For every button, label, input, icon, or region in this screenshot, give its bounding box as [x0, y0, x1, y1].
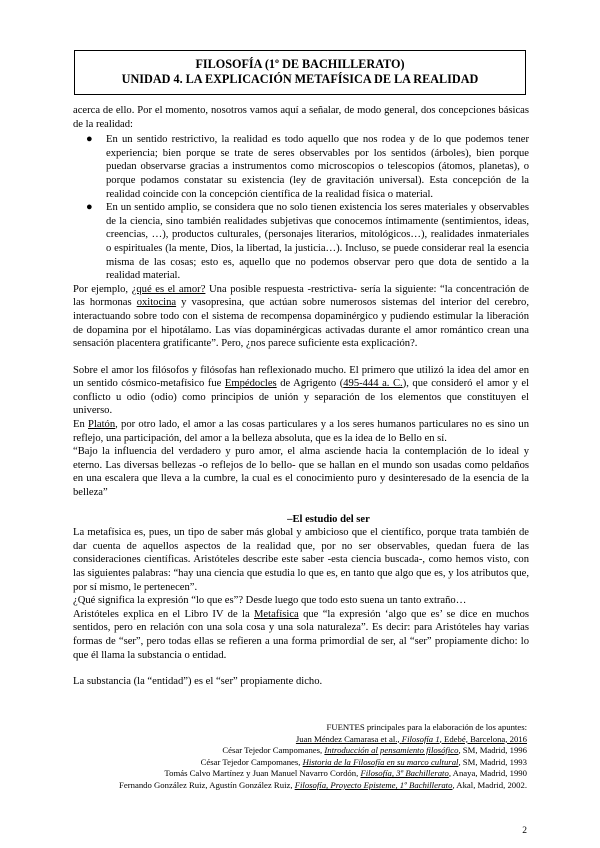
empedocles-link[interactable]: Empédocles — [224, 378, 277, 390]
source-authors: Tomás Calvo Martínez y Juan Manuel Navarro Cordón, — [164, 768, 361, 779]
source-title: Introducción al pensamiento filosófico — [324, 745, 459, 756]
bullet-text-broad: En un sentido amplio, se considera que no solo tienen existencia los seres materiales y observables de la ciencia, sino también realidades subjetivas que conocemos íntimamente (sentimientos, ideas, creencias, …), productos culturales, (personajes literarios, mitológicos…), realidades inmateriales o espirituales (la mente, Dios, la libertad, la justicia…). Incluso, se puede considerar real la esencia misma de las cosas; esto es, aquello que no podemos observar pero que dota de sentido a la realidad material. — [106, 202, 529, 282]
spacer — [73, 351, 529, 364]
platon-link[interactable]: Platón — [88, 419, 116, 431]
source-authors: César Tejedor Campomanes, — [222, 745, 325, 756]
source-publisher: , SM, Madrid, 1996 — [458, 745, 527, 756]
source-item — [57, 745, 527, 757]
love-paragraph — [73, 283, 529, 351]
section-title-text: El estudio del ser — [292, 513, 370, 525]
text-run: Por ejemplo, — [73, 283, 132, 295]
what-is-love-link[interactable]: ¿qué es el amor? — [131, 283, 206, 295]
source-publisher: , SM, Madrid, 1993 — [458, 756, 527, 767]
section-title — [73, 513, 529, 527]
section-title-dash: – — [287, 513, 293, 525]
source-authors: Fernando González Ruiz, Agustín González Ruiz, — [119, 779, 295, 790]
source-publisher: , Akal, Madrid, 2002. — [452, 779, 527, 790]
bullet-icon: ● — [86, 201, 93, 214]
list-item — [86, 133, 529, 201]
text-run: Aristóteles explica en el Libro IV de la — [73, 608, 255, 620]
text-run: Sobre el amor los filósofos y filósofas han reflexionado mucho. El primero que utilizó la idea del amor en un sentido cósmico-metafísico fue — [73, 364, 529, 390]
bullet-text-restrictive: En un sentido restrictivo, la realidad es todo aquello que nos rodea y de lo que podemos tener experiencia; bien porque se trate de seres observables por los sentidos (árboles), bien porque puedan observarse gracias a instrumentos como microscopios o telescopios (átomos, planetas), o porque podamos constatar su existencia (ley de gravitación universal). Esta concepción de la realidad coincide con la concepción científica de la realidad física o material. — [106, 134, 529, 200]
question-line: ¿Qué significa la expresión “lo que es”? Desde luego que todo esto suena un tanto extraño… — [73, 595, 467, 607]
document-body — [73, 104, 529, 689]
metaphysics-paragraph: La metafísica es, pues, un tipo de saber más global y ambicioso que el científico, porque trata también de dar cuenta de aquellos aspectos de la realidad que, por no ser observables, quedan fuera de las consideraciones científicas. Aristóteles describe este saber -esta ciencia buscada-, como hemos visto, con las siguientes palabras: “hay una ciencia que estudia lo que es, en tanto que algo que es, y los atributos que, por sí mismo, le pertenecen”. — [73, 527, 529, 593]
aristotle-paragraph — [73, 608, 529, 662]
source-title: Filosofía, Proyecto Episteme, 1º Bachillerato — [294, 779, 453, 790]
page-header — [74, 50, 526, 95]
source-item — [57, 768, 527, 780]
metafisica-link[interactable]: Metafísica — [254, 608, 299, 620]
list-item — [86, 201, 529, 283]
source-item — [57, 780, 527, 792]
oxitocina-link[interactable]: oxitocina — [136, 297, 177, 309]
source-publisher: , Anaya, Madrid, 1990 — [448, 768, 527, 779]
text-run: , por otro lado, el amor a las cosas particulares y a los seres humanos particulares no es sino un reflejo, una participación, del amor a la belleza absoluta, que es la idea de lo Bello en sí. — [73, 419, 530, 444]
source-authors: César Tejedor Campomanes, — [200, 756, 303, 767]
plato-quote: “Bajo la influencia del verdadero y puro amor, el alma asciende hacia la contemplación de lo ideal y eterno. Las diversas bellezas -o reflejos de lo bello- que se hallan en el mundo son usadas como peldaños en una escalera que lleva a la cumbre, la cual es el conocimiento puro y desinteresado de la esencia de la belleza” — [73, 446, 529, 499]
source-title: Filosofía 1 — [401, 733, 440, 744]
spacer — [73, 662, 529, 675]
text-run: Una posible respuesta -restrictiva- sería la siguiente: “la concentración de las hormonas — [73, 283, 529, 309]
dates-link[interactable]: 495-444 a. C. — [343, 378, 403, 390]
sources-block — [57, 722, 527, 792]
source-title: Historia de la Filosofía en su marco cultural — [302, 756, 459, 767]
intro-paragraph: acerca de ello. Por el momento, nosotros vamos aquí a señalar, de modo general, dos concepciones básicas de la realidad: — [73, 105, 529, 130]
text-run: ), que consideró el amor y el conflicto u odio (odio) como principios de unión y separación de los elementos que constituyen el universo. — [73, 378, 530, 417]
header-unit: UNIDAD 4. LA EXPLICACIÓN METAFÍSICA DE LA REALIDAD — [121, 72, 479, 86]
text-run: y vasopresina, que actúan sobre numerosos sistemas del interior del cerebro, interactuando sobre todo con el sistema de recompensa dopaminérgico y pudiendo estimular la liberación de dopamina por el hipotálamo. Las vías dopaminérgicas activadas durante el amor romántico crean una sensación placentera gratificante”. Pero, ¿nos parece suficiente esta explicación?. — [73, 297, 529, 350]
source-publisher: , Edebé, Barcelona, 2016 — [439, 733, 527, 744]
spacer — [73, 500, 529, 513]
bullet-icon: ● — [86, 133, 93, 146]
header-course: FILOSOFÍA (1º DE BACHILLERATO) — [195, 57, 405, 71]
reality-concepts-list — [73, 133, 529, 283]
philosophers-paragraph — [73, 364, 529, 418]
plato-paragraph — [73, 418, 529, 445]
page-number: 2 — [522, 826, 527, 836]
text-run: que “la expresión ‘algo que es’ se dice en muchos sentidos, pero en relación con una sola cosa y una sola naturaleza”. Es decir: para Aristóteles hay varias formas de “ser”, pero todas ellas se refieren a una forma primordial de ser, al “ser” propiamente dicho: lo que él llama la substancia o entidad. — [73, 608, 529, 661]
substance-line: La substancia (la “entidad”) es el “ser” propiamente dicho. — [73, 676, 323, 688]
source-item — [57, 757, 527, 769]
source-authors: Juan Méndez Camarasa et al., — [295, 733, 402, 744]
text-run: En — [73, 419, 89, 431]
text-run: de Agrigento ( — [276, 378, 344, 390]
sources-heading: FUENTES principales para la elaboración de los apuntes: — [326, 722, 527, 732]
source-title: Filosofía, 3º Bachillerato — [360, 768, 449, 779]
source-item — [57, 734, 527, 746]
